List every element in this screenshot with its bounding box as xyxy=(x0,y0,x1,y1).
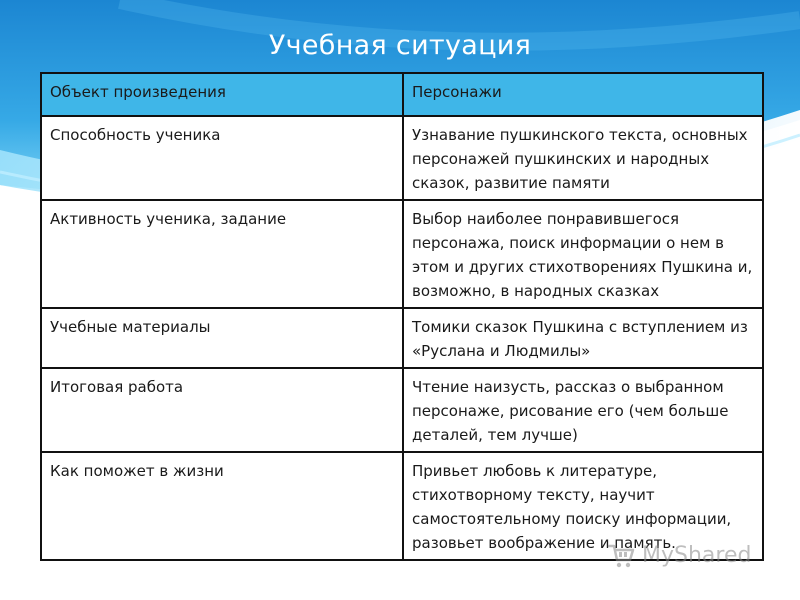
situation-table xyxy=(40,72,764,561)
row-label: Как поможет в жизни xyxy=(41,452,403,560)
watermark xyxy=(606,538,751,572)
row-label: Способность ученика xyxy=(41,116,403,200)
row-value: Узнавание пушкинского текста, основных персонажей пушкинских и народных сказок, развитие памяти xyxy=(403,116,763,200)
header-cell-object: Объект произведения xyxy=(41,73,403,116)
header-cell-characters: Персонажи xyxy=(403,73,763,116)
row-value: Выбор наиболее понравившегося персонажа, поиск информации о нем в этом и других стихотворениях Пушкина и, возможно, в народных сказках xyxy=(403,200,763,308)
row-label: Учебные материалы xyxy=(41,308,403,368)
table-row xyxy=(41,116,763,200)
row-value: Томики сказок Пушкина с вступлением из «Руслана и Людмилы» xyxy=(403,308,763,368)
table-row xyxy=(41,308,763,368)
row-label: Активность ученика, задание xyxy=(41,200,403,308)
row-value: Чтение наизусть, рассказ о выбранном персонаже, рисование его (чем больше деталей, тем лучше) xyxy=(403,368,763,452)
cart-icon xyxy=(606,540,636,570)
row-value: Привьет любовь к литературе, стихотворному тексту, научит самостоятельному поиску информации, разовьет воображение и память. xyxy=(403,452,763,560)
table-header-row xyxy=(41,73,763,116)
table-row xyxy=(41,200,763,308)
page-title: Учебная ситуация xyxy=(268,30,532,61)
watermark-text: MyShared xyxy=(642,542,752,568)
table-row xyxy=(41,368,763,452)
row-label: Итоговая работа xyxy=(41,368,403,452)
